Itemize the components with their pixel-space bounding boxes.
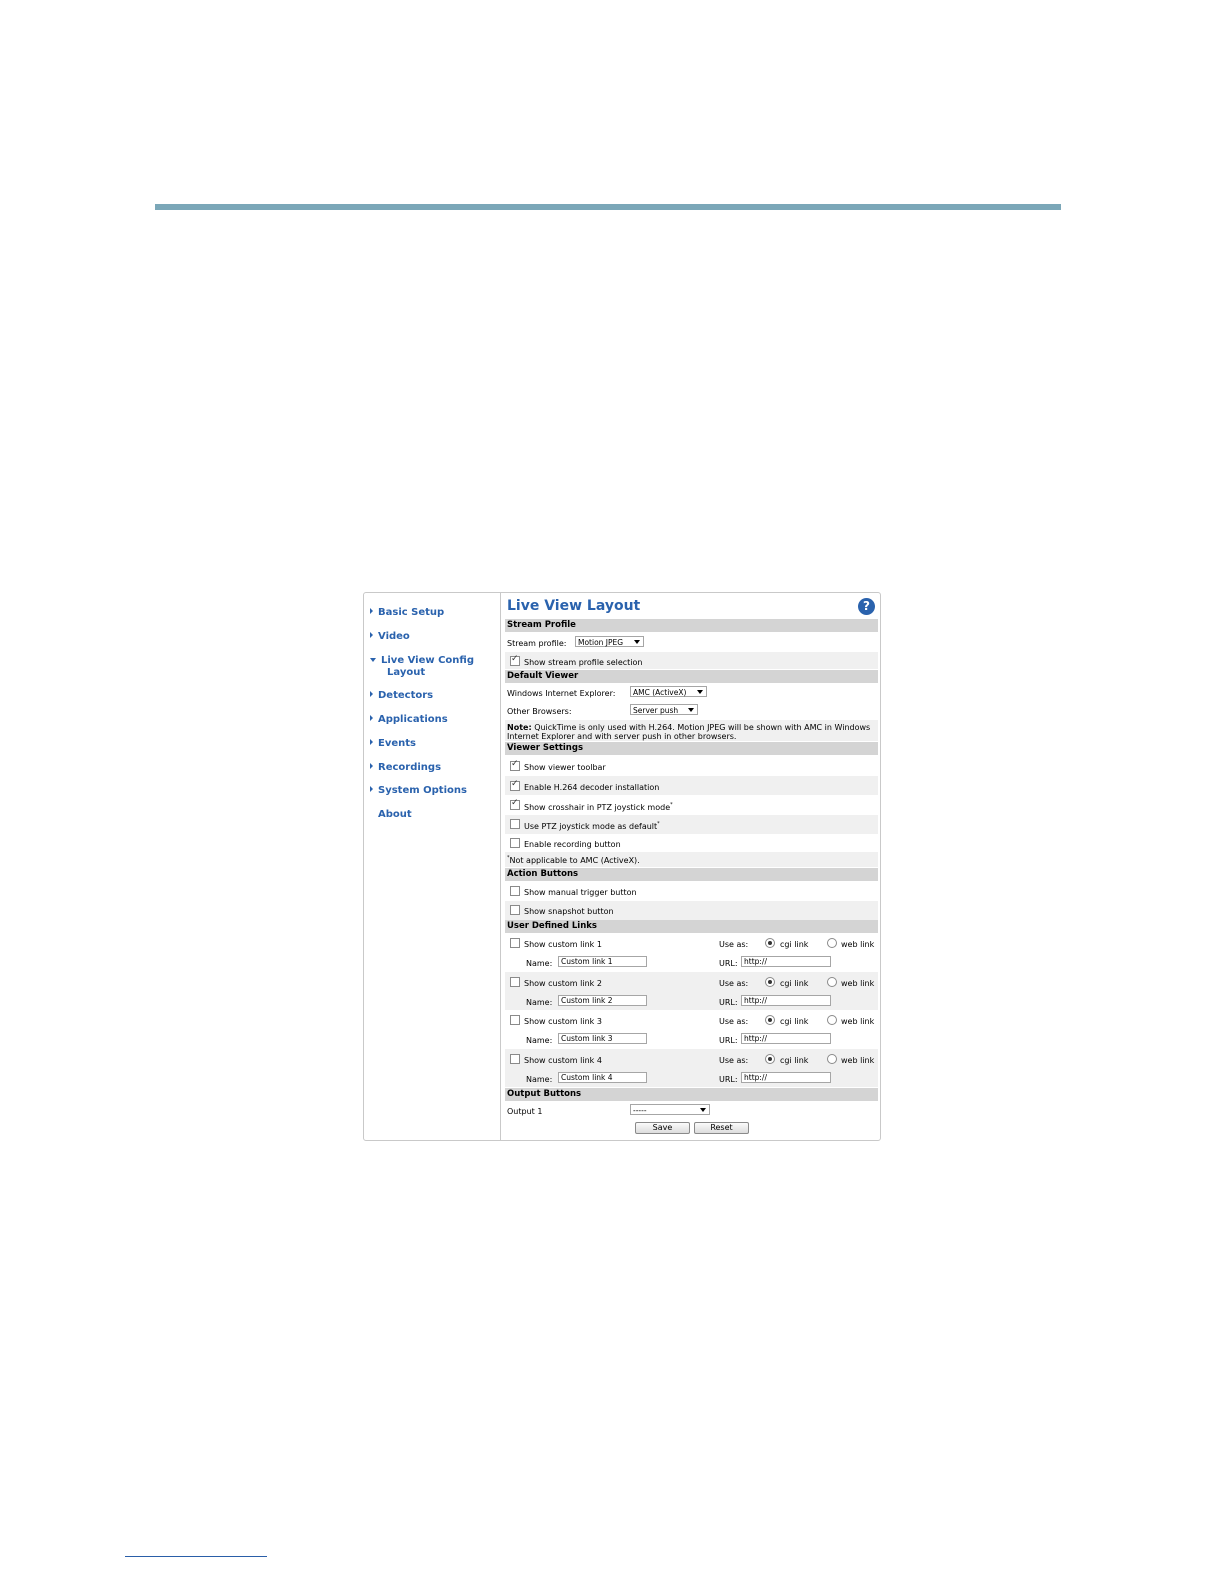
cgi-link-label: cgi link <box>780 979 809 988</box>
name-label: Name: <box>526 959 553 968</box>
use-as-label: Use as: <box>719 940 749 949</box>
other-browsers-label: Other Browsers: <box>507 707 572 716</box>
custom-link-1-web-radio[interactable] <box>827 938 837 948</box>
stream-profile-label: Stream profile: <box>507 639 567 648</box>
cgi-link-label: cgi link <box>780 940 809 949</box>
output-1-label: Output 1 <box>507 1107 543 1116</box>
url-label: URL: <box>719 1075 738 1084</box>
snapshot-checkbox[interactable] <box>510 905 520 915</box>
web-link-label: web link <box>841 979 875 988</box>
ie-viewer-select[interactable]: AMC (ActiveX) <box>630 686 707 697</box>
web-link-label: web link <box>841 1056 875 1065</box>
settings-window <box>363 592 881 1141</box>
viewer-footnote: *Not applicable to AMC (ActiveX). <box>507 855 640 865</box>
viewer-toolbar-label: Show viewer toolbar <box>524 763 606 772</box>
nav-applications[interactable]: Applications <box>370 714 448 725</box>
stream-profile-select[interactable]: Motion JPEG <box>575 636 644 647</box>
url-label: URL: <box>719 1036 738 1045</box>
custom-link-2-name-input[interactable] <box>558 995 647 1006</box>
reset-button[interactable]: Reset <box>694 1122 749 1134</box>
footer-rule <box>125 1556 267 1557</box>
custom-link-1-label: Show custom link 1 <box>524 940 602 949</box>
section-user-defined-links: User Defined Links <box>505 920 878 933</box>
chevron-right-icon <box>370 691 373 697</box>
nav-video[interactable]: Video <box>370 631 410 642</box>
custom-link-4-label: Show custom link 4 <box>524 1056 602 1065</box>
nav-events[interactable]: Events <box>370 738 416 749</box>
ie-viewer-label: Windows Internet Explorer: <box>507 689 616 698</box>
url-label: URL: <box>719 998 738 1007</box>
show-stream-profile-checkbox[interactable] <box>510 656 520 666</box>
chevron-down-icon <box>700 1108 706 1112</box>
nav-live-view-config[interactable]: Live View Config <box>370 655 474 666</box>
section-stream-profile: Stream Profile <box>505 619 878 632</box>
custom-link-2-checkbox[interactable] <box>510 977 520 987</box>
ptz-default-checkbox[interactable] <box>510 819 520 829</box>
section-action-buttons: Action Buttons <box>505 868 878 881</box>
nav-recordings[interactable]: Recordings <box>370 762 441 773</box>
section-output-buttons: Output Buttons <box>505 1088 878 1101</box>
viewer-note-line2: Internet Explorer and with server push in other browsers. <box>507 732 737 741</box>
custom-link-2-label: Show custom link 2 <box>524 979 602 988</box>
h264-decoder-label: Enable H.264 decoder installation <box>524 783 660 792</box>
custom-link-3-checkbox[interactable] <box>510 1015 520 1025</box>
custom-link-3-web-radio[interactable] <box>827 1015 837 1025</box>
custom-link-3-cgi-radio[interactable] <box>765 1015 775 1025</box>
h264-decoder-checkbox[interactable] <box>510 781 520 791</box>
chevron-down-icon <box>370 658 376 662</box>
custom-link-4-name-input[interactable] <box>558 1072 647 1083</box>
manual-trigger-label: Show manual trigger button <box>524 888 637 897</box>
nav-about[interactable]: About <box>378 809 412 820</box>
chevron-right-icon <box>370 715 373 721</box>
page-title: Live View Layout <box>507 598 641 614</box>
output-1-select[interactable]: ----- <box>630 1104 710 1115</box>
custom-link-1-name-input[interactable] <box>558 956 647 967</box>
web-link-label: web link <box>841 940 875 949</box>
custom-link-3-label: Show custom link 3 <box>524 1017 602 1026</box>
name-label: Name: <box>526 1036 553 1045</box>
recording-button-label: Enable recording button <box>524 840 621 849</box>
viewer-note: Note: QuickTime is only used with H.264. Motion JPEG will be shown with AMC in Windows <box>507 723 871 732</box>
web-link-label: web link <box>841 1017 875 1026</box>
chevron-down-icon <box>697 690 703 694</box>
custom-link-2-web-radio[interactable] <box>827 977 837 987</box>
custom-link-2-url-input[interactable] <box>741 995 831 1006</box>
custom-link-1-url-input[interactable] <box>741 956 831 967</box>
custom-link-4-web-radio[interactable] <box>827 1054 837 1064</box>
cgi-link-label: cgi link <box>780 1056 809 1065</box>
nav-system-options[interactable]: System Options <box>370 785 467 796</box>
custom-link-3-name-input[interactable] <box>558 1033 647 1044</box>
section-viewer-settings: Viewer Settings <box>505 742 878 755</box>
show-stream-profile-label: Show stream profile selection <box>524 658 643 667</box>
name-label: Name: <box>526 998 553 1007</box>
chevron-down-icon <box>688 708 694 712</box>
custom-link-4-url-input[interactable] <box>741 1072 831 1083</box>
chevron-right-icon <box>370 739 373 745</box>
recording-button-checkbox[interactable] <box>510 838 520 848</box>
viewer-toolbar-checkbox[interactable] <box>510 761 520 771</box>
custom-link-3-url-input[interactable] <box>741 1033 831 1044</box>
settings-content <box>505 593 878 1140</box>
name-label: Name: <box>526 1075 553 1084</box>
custom-link-4-cgi-radio[interactable] <box>765 1054 775 1064</box>
url-label: URL: <box>719 959 738 968</box>
custom-link-1-cgi-radio[interactable] <box>765 938 775 948</box>
use-as-label: Use as: <box>719 1056 749 1065</box>
sidebar-nav <box>364 593 501 1140</box>
nav-detectors[interactable]: Detectors <box>370 690 433 701</box>
section-default-viewer: Default Viewer <box>505 670 878 683</box>
nav-basic-setup[interactable]: Basic Setup <box>370 607 444 618</box>
snapshot-label: Show snapshot button <box>524 907 614 916</box>
crosshair-checkbox[interactable] <box>510 800 520 810</box>
nav-layout[interactable]: Layout <box>387 667 426 678</box>
chevron-right-icon <box>370 763 373 769</box>
ptz-default-label: Use PTZ joystick mode as default* <box>524 821 660 831</box>
cgi-link-label: cgi link <box>780 1017 809 1026</box>
page-header-rule <box>155 204 1061 210</box>
help-icon[interactable]: ? <box>858 598 875 615</box>
save-button[interactable]: Save <box>635 1122 690 1134</box>
chevron-right-icon <box>370 786 373 792</box>
custom-link-4-checkbox[interactable] <box>510 1054 520 1064</box>
chevron-right-icon <box>370 608 373 614</box>
crosshair-label: Show crosshair in PTZ joystick mode* <box>524 802 673 812</box>
custom-link-1-checkbox[interactable] <box>510 938 520 948</box>
use-as-label: Use as: <box>719 1017 749 1026</box>
custom-link-2-cgi-radio[interactable] <box>765 977 775 987</box>
use-as-label: Use as: <box>719 979 749 988</box>
manual-trigger-checkbox[interactable] <box>510 886 520 896</box>
other-browsers-select[interactable]: Server push <box>630 704 698 715</box>
chevron-right-icon <box>370 632 373 638</box>
chevron-down-icon <box>634 640 640 644</box>
